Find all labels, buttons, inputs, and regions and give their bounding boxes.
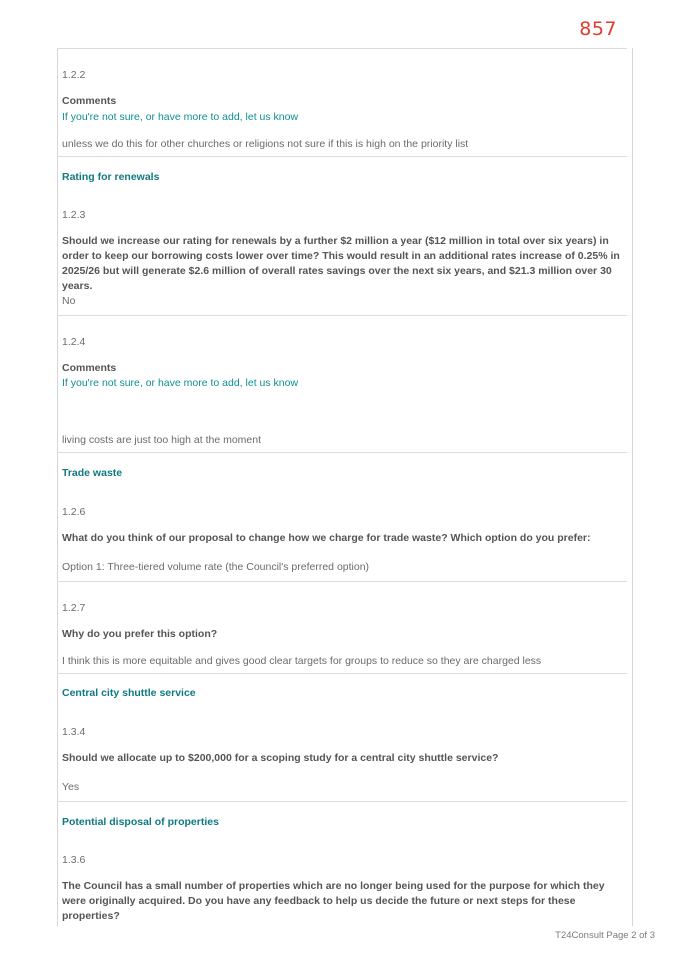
question-number: 1.3.6 bbox=[62, 854, 86, 866]
question-number: 1.3.4 bbox=[62, 726, 86, 738]
hint-link[interactable]: If you're not sure, or have more to add, let us know bbox=[62, 377, 299, 389]
divider bbox=[57, 581, 627, 582]
section-title: Potential disposal of properties bbox=[62, 816, 219, 828]
question-number: 1.2.7 bbox=[62, 602, 86, 614]
answer-text: Option 1: Three-tiered volume rate (the Council's preferred option) bbox=[62, 561, 370, 573]
question-text: Why do you prefer this option? bbox=[62, 628, 218, 640]
section-title: Trade waste bbox=[62, 467, 123, 479]
answer-text: I think this is more equitable and gives good clear targets for groups to reduce so they are charged less bbox=[62, 655, 542, 667]
answer-text: unless we do this for other churches or religions not sure if this is high on the priority list bbox=[62, 138, 469, 150]
section-title: Central city shuttle service bbox=[62, 687, 196, 699]
question-text: The Council has a small number of properties which are no longer being used for the purpose for which they were originally acquired. Do you have any feedback to help us decide the future or next steps for these properties? bbox=[62, 880, 605, 922]
question-text: Should we allocate up to $200,000 for a scoping study for a central city shuttle service? bbox=[62, 752, 499, 764]
divider bbox=[57, 801, 627, 802]
divider bbox=[57, 452, 627, 453]
divider bbox=[57, 673, 627, 674]
page-footer: T24Consult Page 2 of 3 bbox=[555, 930, 655, 941]
question-number: 1.2.6 bbox=[62, 506, 86, 518]
question-heading: Comments bbox=[62, 362, 117, 374]
answer-text: No bbox=[62, 295, 76, 307]
page-number: 857 bbox=[579, 18, 617, 40]
answer-text: living costs are just too high at the moment bbox=[62, 434, 262, 446]
section-title: Rating for renewals bbox=[62, 171, 160, 183]
divider bbox=[57, 315, 627, 316]
question-number: 1.2.3 bbox=[62, 209, 86, 221]
question-number: 1.2.4 bbox=[62, 336, 86, 348]
question-heading: Comments bbox=[62, 95, 117, 107]
divider bbox=[57, 48, 627, 49]
question-text: What do you think of our proposal to change how we charge for trade waste? Which option do you prefer: bbox=[62, 532, 591, 544]
hint-link[interactable]: If you're not sure, or have more to add, let us know bbox=[62, 111, 299, 123]
question-text: Should we increase our rating for renewals by a further $2 million a year ($12 million in total over six years) in order to keep our borrowing costs lower over time? This would result in an additional rates increase of 0.25% in 2025/26 but will generate $2.6 million of overall rates savings over the next six years, and $21.3 million over 30 years. bbox=[62, 235, 620, 292]
question-number: 1.2.2 bbox=[62, 69, 86, 81]
divider bbox=[57, 156, 627, 157]
answer-text: Yes bbox=[62, 781, 80, 793]
